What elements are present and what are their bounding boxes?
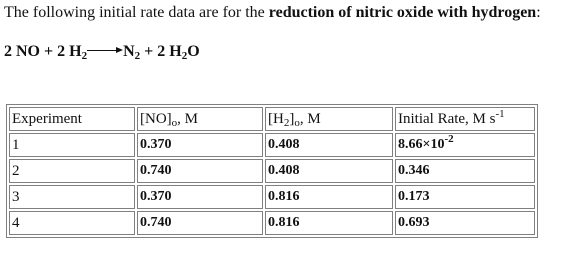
intro-prefix: The following initial rate data are for the bbox=[4, 4, 269, 21]
cell-h2-concentration: 0.408 bbox=[265, 133, 393, 157]
rate-data-table bbox=[6, 104, 538, 238]
header-no-label: [NO] bbox=[140, 111, 172, 127]
header-h2-bracket: ] bbox=[289, 111, 295, 127]
cell-no-concentration: 0.370 bbox=[137, 133, 263, 157]
equation-product-h: + 2 H bbox=[140, 43, 182, 60]
cell-initial-rate: 0.346 bbox=[395, 159, 535, 183]
equation-product-n: N bbox=[123, 43, 135, 60]
header-no-unit: , M bbox=[177, 111, 198, 127]
table-header-row bbox=[9, 107, 535, 131]
cell-experiment: 1 bbox=[9, 133, 135, 157]
table-row bbox=[9, 133, 535, 157]
header-rate-superscript: -1 bbox=[495, 108, 505, 120]
header-h2-unit: , M bbox=[299, 111, 321, 127]
cell-initial-rate bbox=[395, 133, 535, 157]
header-h2-initial-subscript: o bbox=[294, 117, 300, 129]
equation-product-o: O bbox=[187, 43, 200, 60]
cell-experiment: 4 bbox=[9, 211, 135, 235]
cell-h2-concentration: 0.816 bbox=[265, 185, 393, 209]
cell-initial-rate: 0.173 bbox=[395, 185, 535, 209]
header-experiment: Experiment bbox=[9, 107, 135, 131]
cell-h2-concentration: 0.816 bbox=[265, 211, 393, 235]
cell-experiment: 3 bbox=[9, 185, 135, 209]
intro-text bbox=[4, 3, 541, 23]
header-h2-concentration bbox=[265, 107, 393, 131]
equation-reactants: 2 NO + 2 H bbox=[4, 43, 82, 60]
cell-no-concentration: 0.740 bbox=[137, 211, 263, 235]
header-rate-label: Initial Rate, M s bbox=[398, 111, 496, 127]
intro-suffix: : bbox=[536, 4, 541, 21]
cell-h2-concentration: 0.408 bbox=[265, 159, 393, 183]
table-row bbox=[9, 159, 535, 183]
cell-no-concentration: 0.740 bbox=[137, 159, 263, 183]
header-h2-subscript: 2 bbox=[283, 117, 290, 129]
header-h2-label: [H bbox=[268, 111, 284, 127]
header-no-concentration bbox=[137, 107, 263, 131]
cell-rate-exponent: -2 bbox=[444, 133, 454, 145]
table-row bbox=[9, 211, 535, 235]
header-initial-rate bbox=[395, 107, 535, 131]
header-no-subscript: o bbox=[171, 117, 178, 129]
cell-rate-mantissa: 8.66×10 bbox=[398, 137, 445, 152]
equation-n2-subscript: 2 bbox=[134, 50, 141, 62]
cell-no-concentration: 0.370 bbox=[137, 185, 263, 209]
equation-h2-subscript: 2 bbox=[81, 50, 88, 62]
equation-h2o-subscript: 2 bbox=[181, 50, 188, 62]
cell-initial-rate: 0.693 bbox=[395, 211, 535, 235]
intro-emphasis: reduction of nitric oxide with hydrogen bbox=[268, 4, 537, 21]
reaction-arrow-icon bbox=[87, 44, 123, 56]
reaction-equation bbox=[4, 42, 200, 62]
table-row bbox=[9, 185, 535, 209]
cell-experiment: 2 bbox=[9, 159, 135, 183]
